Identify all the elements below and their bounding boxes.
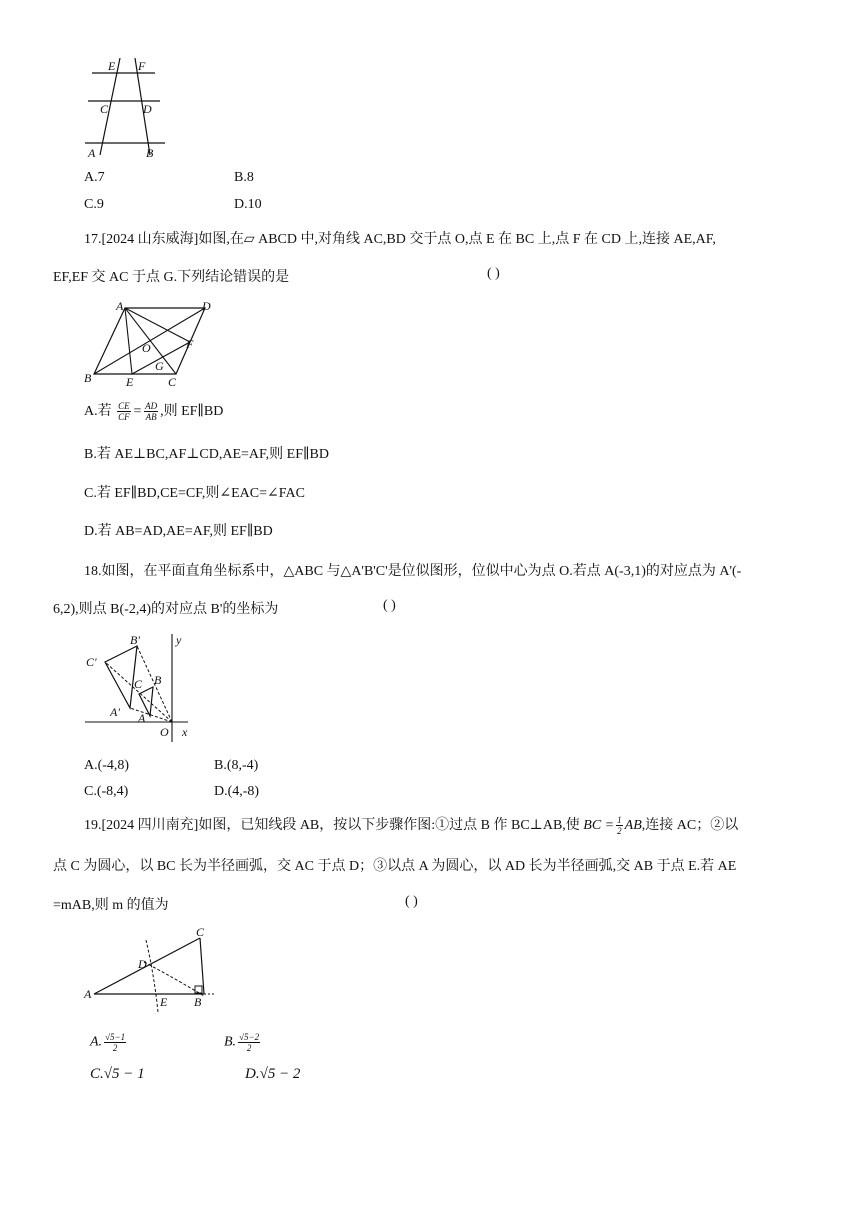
q19-stem-line3: =mAB,则 m 的值为 — [53, 898, 169, 913]
label-A: A — [84, 987, 92, 1001]
label-A-prime: A' — [110, 705, 120, 719]
q16-figure — [80, 55, 180, 165]
q16-option-a: A.7 — [84, 170, 105, 185]
label-E: E — [160, 995, 168, 1009]
label-B: B — [154, 673, 162, 687]
q18-stem-line1: 18.如图，在平面直角坐标系中，△ABC 与△A'B'C'是位似图形，位似中心为点 O.若点 A(-3,1)的对应点为 A'(- — [84, 564, 742, 579]
q18-stem-line2: 6,2),则点 B(-2,4)的对应点 B'的坐标为 — [53, 602, 279, 617]
q19-stem-line2: 点 C 为圆心，以 BC 长为半径画弧，交 AC 于点 D；③以点 A 为圆心，以 AD 长为半径画弧,交 AB 于点 E.若 AE — [53, 859, 737, 874]
label-y: y — [176, 633, 182, 647]
label-C: C — [134, 677, 143, 691]
label-D: D — [143, 102, 152, 116]
q19-option-b: B. $\frac{√5-2}{2}$ — [224, 1032, 260, 1053]
q17-stem-line2: EF,EF 交 AC 于点 G.下列结论错误的是 — [53, 270, 290, 285]
q17-option-a-fraction1: $\frac{CE}{CF}$ — [118, 401, 130, 423]
label-B: B — [146, 146, 154, 160]
q17-stem-line1: 17.[2024 山东威海]如图,在▱ ABCD 中,对角线 AC,BD 交于点 O,点 E 在 BC 上,点 F 在 CD 上,连接 AE,AF, — [84, 232, 716, 247]
label-A: A — [138, 711, 146, 725]
label-C-prime: C' — [86, 655, 97, 669]
q18-option-a: A.(-4,8) — [84, 758, 130, 773]
label-F: F — [186, 337, 194, 351]
q18-option-c: C.(-8,4) — [84, 784, 129, 799]
q18-answer-paren: ( ) — [383, 598, 396, 613]
q19-answer-paren: ( ) — [405, 894, 418, 909]
q19-option-a: A. $\frac{√5-1}{2}$ — [90, 1032, 126, 1053]
q19-option-b-fraction: $\frac{√5-2}{2}$ — [239, 1032, 260, 1053]
q18-option-d: D.(4,-8) — [214, 784, 260, 799]
q17-option-d: D.若 AB=AD,AE=AF,则 EF∥BD — [84, 524, 273, 539]
q17-option-c: C.若 EF∥BD,CE=CF,则∠EAC=∠FAC — [84, 486, 305, 501]
label-D: D — [202, 299, 211, 313]
label-A: A — [88, 146, 96, 160]
q17-answer-paren: ( ) — [487, 266, 500, 281]
label-O: O — [142, 341, 151, 355]
q19-fraction-half: $\frac{1}{2}$ — [617, 815, 622, 837]
q19-option-c: C.√5 − 1 — [90, 1066, 145, 1082]
label-O: O — [160, 725, 169, 739]
q19-option-a-fraction: $\frac{√5-1}{2}$ — [105, 1032, 126, 1053]
label-B: B — [84, 371, 92, 385]
label-G: G — [155, 359, 164, 373]
q16-option-d: D.10 — [234, 197, 262, 212]
label-E: E — [126, 375, 134, 389]
q18-option-b: B.(8,-4) — [214, 758, 259, 773]
q17-figure — [80, 298, 220, 390]
q18-figure — [80, 630, 200, 750]
q17-option-a-prefix: A.若 — [84, 404, 112, 419]
q17-option-a-fraction2: $\frac{AD}{AB}$ — [145, 401, 158, 423]
q19-figure — [80, 924, 220, 1016]
label-C: C — [100, 102, 109, 116]
label-A: A — [116, 299, 124, 313]
q17-option-b: B.若 AE⊥BC,AF⊥CD,AE=AF,则 EF∥BD — [84, 447, 329, 462]
label-C: C — [168, 375, 177, 389]
label-D: D — [138, 957, 147, 971]
q17-option-a: A.若 $\frac{CE}{CF}$ = $\frac{AD}{AB}$ ,则 EF∥BD — [84, 401, 224, 423]
label-x: x — [182, 725, 188, 739]
q19-option-d: D.√5 − 2 — [245, 1066, 301, 1082]
q16-option-c: C.9 — [84, 197, 104, 212]
label-C: C — [196, 925, 205, 939]
label-F: F — [138, 59, 146, 73]
label-B: B — [194, 995, 202, 1009]
q17-option-a-suffix: ,则 EF∥BD — [160, 404, 224, 419]
label-B-prime: B' — [130, 633, 140, 647]
q16-option-b: B.8 — [234, 170, 254, 185]
q19-stem-line1: 19.[2024 四川南充]如图，已知线段 AB，按以下步骤作图:①过点 B 作 BC⊥AB,使 BC = $\frac{1}{2}$ AB,连接 AC；②以 — [84, 815, 739, 837]
label-E: E — [108, 59, 116, 73]
